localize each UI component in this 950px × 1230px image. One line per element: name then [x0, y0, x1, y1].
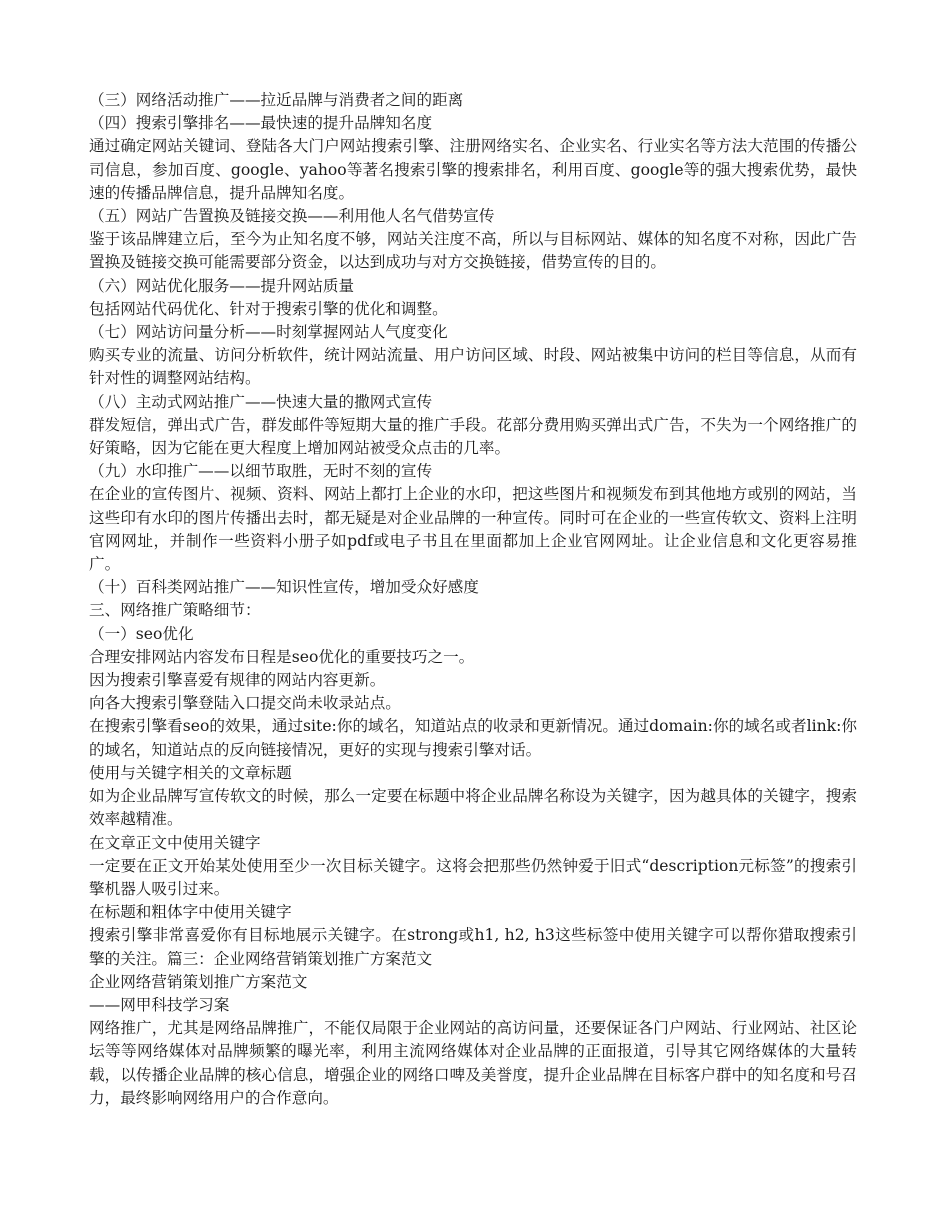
section-heading: （四）搜索引擎排名——最快速的提升品牌知名度 — [89, 114, 433, 133]
section-heading: （五）网站广告置换及链接交换——利用他人名气借势宣传 — [89, 207, 495, 226]
body-paragraph: 群发短信，弹出式广告，群发邮件等短期大量的推广手段。花部分费用购买弹出式广告，不失为一个网络推广的好策略，因为它能在更大程度上增加网站被受众点击的几率。 — [89, 415, 857, 458]
body-line: 向各大搜索引擎登陆入口提交尚未收录站点。 — [89, 694, 401, 713]
chapter-heading: 三、网络推广策略细节： — [89, 601, 261, 620]
body-paragraph: 在搜索引擎看seo的效果，通过site:你的域名，知道站点的收录和更新情况。通过domain:你的域名或者link:你的域名，知道站点的反向链接情况，更好的实现与搜索引擎对话。 — [89, 717, 857, 759]
body-paragraph: 通过确定网站关键词、登陆各大门户网站搜索引擎、注册网络实名、企业实名、行业实名等方法大范围的传播公司信息，参加百度、google、yahoo等著名搜索引擎的搜索排名，利用百度、google等的强大搜索优势，最快速的传播品牌信息，提升品牌知名度。 — [89, 137, 857, 202]
subheading: 在标题和粗体字中使用关键字 — [89, 903, 292, 922]
section-heading: （一）seo优化 — [89, 624, 194, 643]
body-paragraph: 一定要在正文开始某处使用至少一次目标关键字。这将会把那些仍然钟爱于旧式“description元标签”的搜索引擎机器人吸引过来。 — [89, 856, 857, 898]
subheading: 使用与关键字相关的文章标题 — [89, 763, 292, 782]
section-heading: （三）网络活动推广——拉近品牌与消费者之间的距离 — [89, 91, 464, 109]
subheading: 在文章正文中使用关键字 — [89, 833, 261, 852]
body-paragraph: 购买专业的流量、访问分析软件，统计网站流量、用户访问区域、时段、网站被集中访问的栏目等信息，从而有针对性的调整网站结构。 — [89, 346, 857, 388]
article-title: 企业网络营销策划推广方案范文 — [89, 972, 308, 991]
body-paragraph: 在企业的宣传图片、视频、资料、网站上都打上企业的水印，把这些图片和视频发布到其他地方或别的网站，当这些印有水印的图片传播出去时，都无疑是对企业品牌的一种宣传。同时可在企业的一些宣传软文、资料上注明官网网址，并制作一些资料小册子如pdf或电子书且在里面都加上企业官网网址。让企业信息和文化更容易推广。 — [89, 485, 857, 574]
section-heading: （七）网站访问量分析——时刻掌握网站人气度变化 — [89, 323, 448, 342]
document-page — [89, 89, 857, 1110]
section-heading: （六）网站优化服务——提升网站质量 — [89, 276, 355, 295]
section-heading: （八）主动式网站推广——快速大量的撒网式宣传 — [89, 392, 433, 411]
body-paragraph: 如为企业品牌写宣传软文的时候，那么一定要在标题中将企业品牌名称设为关键字，因为越具体的关键字，搜索效率越精准。 — [89, 787, 857, 829]
body-paragraph: 网络推广，尤其是网络品牌推广，不能仅局限于企业网站的高访问量，还要保证各门户网站、行业网站、社区论坛等等网络媒体对品牌频繁的曝光率，利用主流网络媒体对企业品牌的正面报道，引导其它网络媒体的大量转载，以传播企业品牌的核心信息，增强企业的网络口啤及美誉度，提升企业品牌在目标客户群中的知名度和号召力，最终影响网络用户的合作意向。 — [89, 1019, 857, 1107]
body-line: 合理安排网站内容发布日程是seo优化的重要技巧之一。 — [89, 647, 475, 666]
article-subtitle: ——网甲科技学习案 — [89, 995, 230, 1014]
body-paragraph: 搜索引擎非常喜爱你有目标地展示关键字。在strong或h1, h2, h3这些标签中使用关键字可以帮你猎取搜索引擎的关注。篇三：企业网络营销策划推广方案范文 — [89, 926, 857, 968]
body-line: 包括网站代码优化、针对于搜索引擎的优化和调整。 — [89, 299, 448, 318]
section-heading: （十）百科类网站推广——知识性宣传，增加受众好感度 — [89, 578, 479, 597]
body-line: 因为搜索引擎喜爱有规律的网站内容更新。 — [89, 671, 386, 690]
body-paragraph: 鉴于该品牌建立后，至今为止知名度不够，网站关注度不高，所以与目标网站、媒体的知名度不对称，因此广告置换及链接交换可能需要部分资金，以达到成功与对方交换链接，借势宣传的目的。 — [89, 230, 857, 272]
section-heading: （九）水印推广——以细节取胜，无时不刻的宣传 — [89, 462, 433, 481]
